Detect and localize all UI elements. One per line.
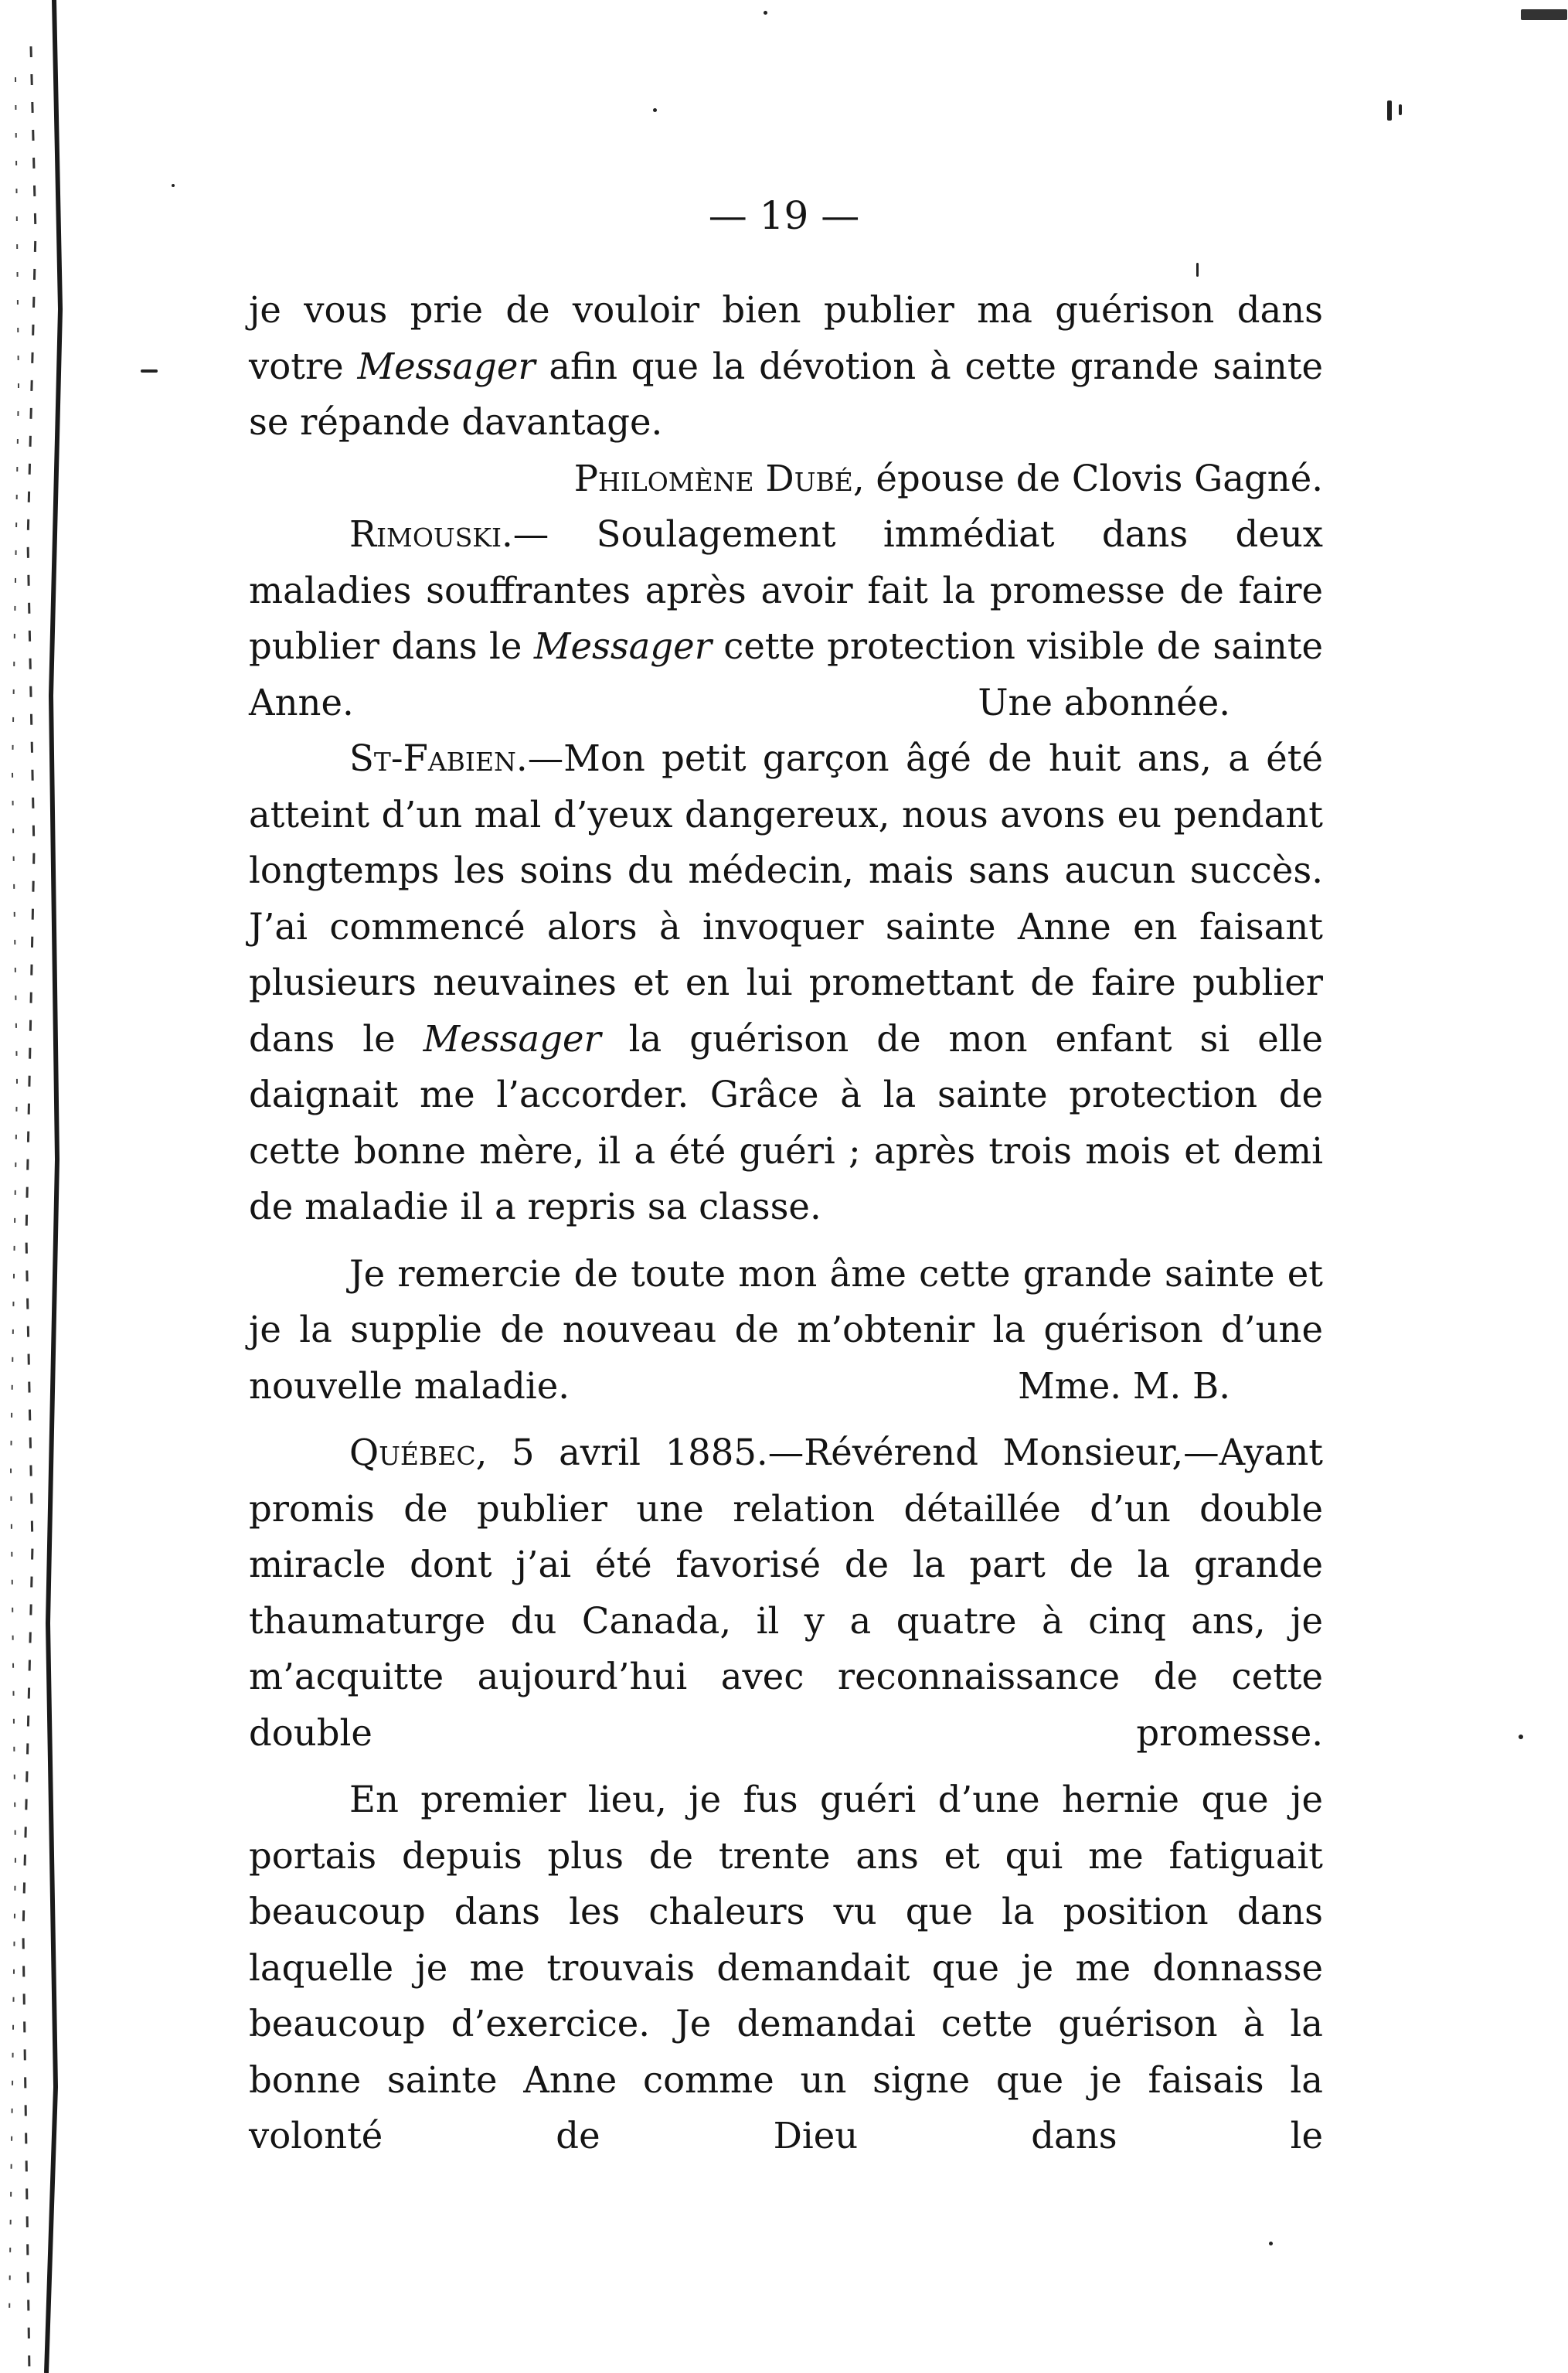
place-name: St-Fabien.: [349, 737, 528, 779]
signature-name: Une abonnée.: [978, 681, 1230, 723]
paragraph-rimouski: Rimouski.— Soulagement immédiat dans deux maladies souffrantes après avoir fait la promesse de faire publier dans le Messager cette protection visible de sainte: [249, 513, 1323, 667]
place-name: Rimouski.: [349, 513, 513, 555]
page-number: — 19 —: [708, 193, 860, 238]
ink-speck: [764, 11, 767, 15]
signature-name: Mme. M. B.: [1018, 1364, 1230, 1407]
signature-line: Philomène Dubé, épouse de Clovis Gagné.: [573, 457, 1323, 499]
signature-line: nouvelle maladie. Mme. M. B.: [249, 1358, 1323, 1415]
signature-name: Philomène Dubé: [573, 457, 853, 499]
ink-speck: [653, 108, 657, 112]
ink-speck: [1196, 263, 1199, 277]
publication-title: Messager: [423, 1017, 601, 1060]
paragraph-thanks: Je remercie de toute mon âme cette grande sainte et je la supplie de nouveau de m’obtenir la guérison d’une: [249, 1252, 1323, 1350]
binding-edge-shadow: [0, 0, 85, 2373]
ink-speck: [1521, 9, 1567, 20]
body-text: [249, 282, 1323, 2164]
paragraph-first-cure: En premier lieu, je fus guéri d’une hernie que je portais depuis plus de trente ans et qui me fatiguait beaucoup dans les chaleurs vu que la position dans laquelle je me trouvais demandait que je me donnasse beaucoup d’exercice. Je demandai cette guérison à la bonne sainte Anne comme un signe que je faisais la volonté de Dieu dans le: [249, 1779, 1323, 2157]
paragraph-closing-letter: je vous prie de vouloir bien publier ma guérison dans votre Messager afin que la dévotion à cette grande sainte se répande davantage.: [249, 289, 1323, 443]
paragraph-st-fabien: St-Fabien.—Mon petit garçon âgé de huit ans, a été atteint d’un mal d’yeux dangereux, nous avons eu pendant longtemps les soins du médecin, mais sans aucun succès. J’ai commencé alors à invoquer sainte Anne en faisant plusieurs neuvaines et en lui promettant de faire publier dans le Messager la guérison de mon enfant si elle daignait me l’accorder. Grâce à la sainte protection de cette bonne mère, il a été guéri ; après trois mois et demi de maladie il a repris sa classe.: [249, 737, 1323, 1227]
ink-speck: [1269, 2242, 1273, 2245]
ink-speck: [1519, 1735, 1523, 1739]
ink-speck: [1387, 100, 1392, 121]
paragraph-quebec: Québec, 5 avril 1885.—Révérend Monsieur,—Ayant promis de publier une relation détaillée d’un double miracle dont j’ai été favorisé de la part de la grande thaumaturge du Canada, il y a quatre à cinq ans, je m’acquitte aujourd’hui avec reconnaissance de cette double promesse.: [249, 1432, 1323, 1754]
publication-title: Messager: [357, 345, 536, 387]
ink-speck: [1399, 104, 1402, 115]
place-name: Québec: [349, 1432, 476, 1473]
publication-title: Messager: [533, 625, 712, 667]
ink-speck: [141, 369, 158, 373]
ink-speck: [172, 184, 175, 187]
signature-line: Anne. Une abonnée.: [249, 675, 1323, 731]
